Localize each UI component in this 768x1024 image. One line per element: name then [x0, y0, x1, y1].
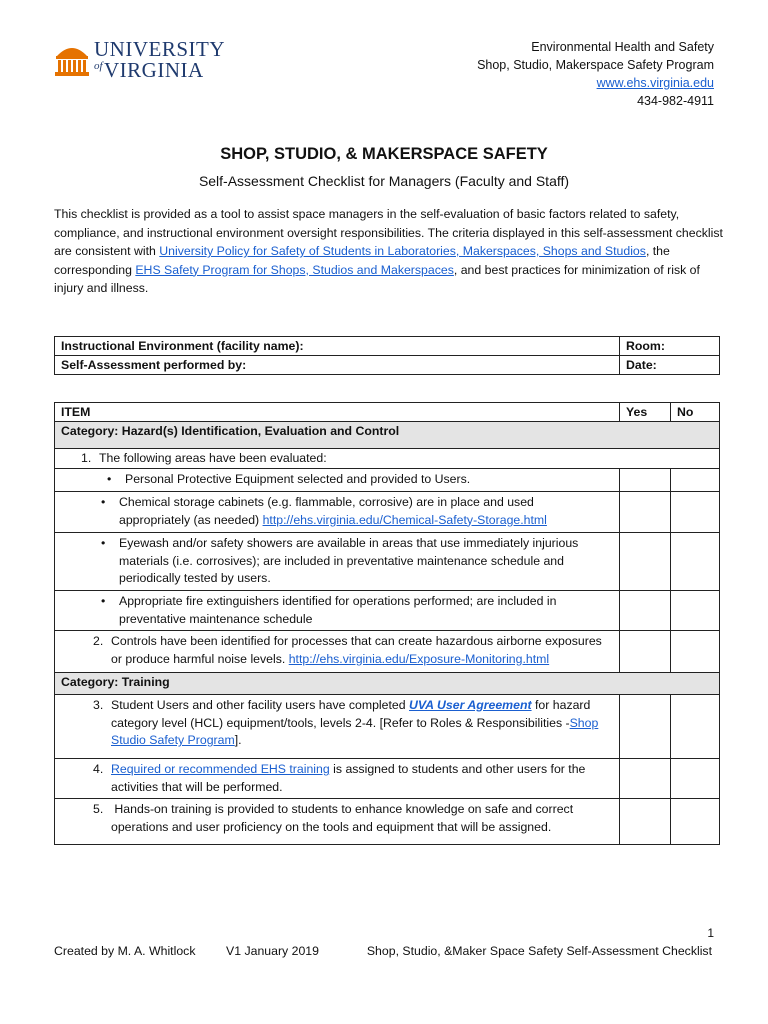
dept-name: Environmental Health and Safety — [531, 40, 714, 54]
no-cell[interactable] — [671, 533, 720, 591]
policy-link[interactable]: University Policy for Safety of Students in Laboratories, Makerspaces, Shops and Studios — [159, 244, 646, 258]
room-field[interactable]: Room: — [620, 337, 720, 356]
exposure-monitoring-link[interactable]: http://ehs.virginia.edu/Exposure-Monitoring.html — [288, 651, 550, 666]
shop-safety-program-link[interactable]: Shop — [569, 715, 599, 730]
studio-safety-program-link[interactable]: Studio Safety Program — [111, 733, 235, 747]
checklist-item-5: 5. Hands-on training is provided to students to enhance knowledge on safe and correct operations and user proficiency on the tools and equipment that will be assigned. — [55, 799, 620, 845]
header-contact — [477, 38, 714, 110]
checklist-item-3: 3. Student Users and other facility users have completed UVA User Agreement for hazard category level (HCL) equipment/tools, levels 2-4. [Refer to Roles & Responsibilities -Shop Studio Safety Program]. — [55, 695, 620, 759]
checklist-bullet-chemical: • Chemical storage cabinets (e.g. flammable, corrosive) are in place and used appropriately (as needed) http://ehs.virginia.edu/Chemical-Safety-Storage.html — [55, 492, 620, 533]
category-training: Category: Training — [55, 673, 720, 695]
checklist-item-2: 2. Controls have been identified for processes that can create hazardous airborne exposures or produce harmful noise levels. http://ehs.virginia.edu/Exposure-Monitoring.html — [55, 631, 620, 673]
page-number: 1 — [707, 926, 714, 940]
program-name: Shop, Studio, Makerspace Safety Program — [477, 58, 714, 72]
checklist-item-4: 4. Required or recommended EHS training is assigned to students and other users for the activities that will be performed. — [55, 759, 620, 799]
checklist-table — [54, 402, 720, 845]
no-cell[interactable] — [671, 631, 720, 673]
chemical-storage-link[interactable]: http://ehs.virginia.edu/Chemical-Safety-Storage.html — [262, 512, 547, 527]
rotunda-icon — [54, 41, 90, 77]
checklist-bullet-ppe: • Personal Protective Equipment selected and provided to Users. — [55, 469, 620, 492]
intro-paragraph: This checklist is provided as a tool to assist space managers in the self-evaluation of basic factors related to safety, compliance, and instructional environment oversight responsibilities. The criteria displayed in this self-assessment checklist are consistent with University Policy for Safety of Students in Laboratories, Makerspaces, Shops and Studios, the corresponding EHS Safety Program for Shops, Studios and Makerspaces, and best practices for minimization of risk of injury and illness. — [54, 207, 723, 295]
program-link[interactable]: EHS Safety Program for Shops, Studios and Makerspaces — [135, 262, 454, 277]
info-table — [54, 336, 720, 375]
yes-cell[interactable] — [620, 591, 671, 631]
user-agreement-link[interactable]: UVA User Agreement — [409, 698, 532, 712]
checklist-bullet-eyewash: • Eyewash and/or safety showers are available in areas that use immediately injurious materials (i.e. corrosives); are included in preventative maintenance schedule and periodically tested by users. — [55, 533, 620, 591]
footer-author: Created by M. A. Whitlock — [54, 944, 196, 958]
page-subtitle: Self-Assessment Checklist for Managers (Faculty and Staff) — [198, 173, 570, 189]
no-cell[interactable] — [671, 492, 720, 533]
page-title: SHOP, STUDIO, & MAKERSPACE SAFETY — [220, 145, 548, 163]
no-cell[interactable] — [671, 799, 720, 845]
yes-cell[interactable] — [620, 695, 671, 759]
no-cell[interactable] — [671, 591, 720, 631]
checklist-item-1: 1. The following areas have been evaluated: — [55, 449, 720, 469]
category-hazard: Category: Hazard(s) Identification, Evaluation and Control — [55, 422, 720, 449]
phone-number: 434-982-4911 — [637, 94, 714, 108]
performed-by-field[interactable]: Self-Assessment performed by: — [55, 356, 620, 375]
date-field[interactable]: Date: — [620, 356, 720, 375]
footer-doc-title: Shop, Studio, &Maker Space Safety Self-Assessment Checklist — [366, 944, 712, 958]
logo-wordmark: UNIVERSITY VIRGINIA of — [94, 37, 225, 82]
yes-cell[interactable] — [620, 533, 671, 591]
footer-version: V1 January 2019 — [226, 944, 319, 958]
facility-name-field[interactable]: Instructional Environment (facility name): — [55, 337, 620, 356]
yes-cell[interactable] — [620, 799, 671, 845]
col-no-header: No — [671, 403, 720, 422]
no-cell[interactable] — [671, 759, 720, 799]
yes-cell[interactable] — [620, 631, 671, 673]
no-cell[interactable] — [671, 469, 720, 492]
yes-cell[interactable] — [620, 469, 671, 492]
yes-cell[interactable] — [620, 492, 671, 533]
no-cell[interactable] — [671, 695, 720, 759]
col-item-header: ITEM — [55, 403, 620, 422]
website-link[interactable]: www.ehs.virginia.edu — [596, 76, 714, 90]
checklist-bullet-fire: • Appropriate fire extinguishers identified for operations performed; are included in preventative maintenance schedule — [55, 591, 620, 631]
col-yes-header: Yes — [620, 403, 671, 422]
yes-cell[interactable] — [620, 759, 671, 799]
ehs-training-link[interactable]: Required or recommended EHS training — [111, 762, 330, 776]
uva-logo — [54, 38, 224, 82]
